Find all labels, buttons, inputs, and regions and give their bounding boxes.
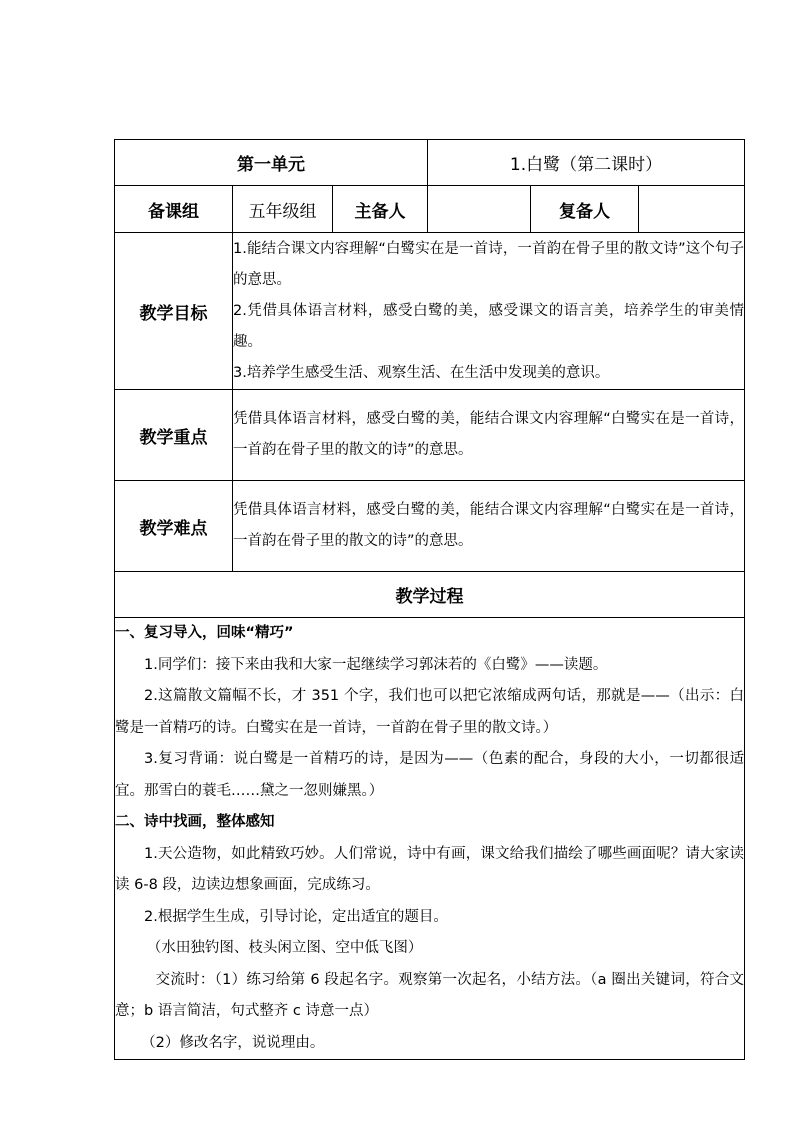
goal-item: 2.凭借具体语言材料，感受白鹭的美，感受课文的语言美，培养学生的审美情趣。 (233, 302, 744, 350)
process-title-row (115, 572, 745, 618)
reviewer-value (639, 186, 745, 233)
difficulties-row (115, 481, 745, 572)
process-content (115, 618, 745, 1060)
difficulties-content (233, 481, 745, 572)
process-paragraph: 3.复习背诵：说白鹭是一首精巧的诗，是因为——（色素的配合，身段的大小，一切都很适宜。那雪白的蓑毛……黛之一忽则嫌黑。） (115, 751, 744, 799)
process-paragraph: （水田独钓图、枝头闲立图、空中低飞图） (146, 940, 423, 956)
goals-label: 教学目标 (115, 233, 233, 390)
process-paragraph: 1.天公造物，如此精致巧妙。人们常说，诗中有画，课文给我们描绘了哪些画面呢？请大家读读 6-8 段，边读边想象画面，完成练习。 (115, 845, 744, 893)
difficulties-text: 凭借具体语言材料，感受白鹭的美，能结合课文内容理解“白鹭实在是一首诗，一首韵在骨子里的散文的诗”的意思。 (233, 502, 744, 549)
process-paragraph: 交流时：（1）练习给第 6 段起名字。观察第一次起名，小结方法。（a 圈出关键词，符合文意；b 语言简洁，句式整齐 c 诗意一点） (115, 971, 744, 1019)
process-title: 教学过程 (115, 572, 745, 618)
key-points-text: 凭借具体语言材料，感受白鹭的美，能结合课文内容理解“白鹭实在是一首诗，一首韵在骨子里的散文的诗”的意思。 (233, 411, 744, 458)
process-paragraph: 2.这篇散文篇幅不长，才 351 个字，我们也可以把它浓缩成两句话，那就是——（出示：白鹭是一首精巧的诗。白鹭实在是一首诗，一首韵在骨子里的散文诗。） (115, 688, 744, 736)
goal-item: 3.培养学生感受生活、观察生活、在生活中发现美的意识。 (233, 364, 610, 381)
process-paragraph: （2）修改名字，说说理由。 (141, 1034, 325, 1051)
lesson-title-cell: 1.白鹭（第二课时） (428, 140, 745, 186)
process-paragraph: 1.同学们：接下来由我和大家一起继续学习郭沫若的《白鹭》——读题。 (144, 656, 608, 673)
goal-item: 1.能结合课文内容理解“白鹭实在是一首诗，一首韵在骨子里的散文诗”这个句子的意思。 (233, 240, 744, 288)
difficulties-label: 教学难点 (115, 481, 233, 572)
main-preparer-value (428, 186, 531, 233)
key-points-row (115, 390, 745, 481)
reviewer-label: 复备人 (531, 186, 639, 233)
goals-content (233, 233, 745, 390)
key-points-label: 教学重点 (115, 390, 233, 481)
main-preparer-label: 主备人 (333, 186, 428, 233)
section-heading: 一、复习导入，回味“精巧” (115, 625, 294, 641)
meta-row (115, 186, 745, 233)
group-label: 备课组 (115, 186, 233, 233)
unit-cell: 第一单元 (115, 140, 428, 186)
lesson-plan-table (114, 139, 745, 1060)
process-paragraph: 2.根据学生生成，引导讨论，定出适宜的题目。 (144, 908, 448, 925)
process-body-row (115, 618, 745, 1060)
section-heading: 二、诗中找画，整体感知 (115, 814, 275, 830)
group-value: 五年级组 (233, 186, 333, 233)
header-row (115, 140, 745, 186)
lesson-plan-sheet (114, 139, 744, 1060)
key-points-content (233, 390, 745, 481)
goals-row (115, 233, 745, 390)
